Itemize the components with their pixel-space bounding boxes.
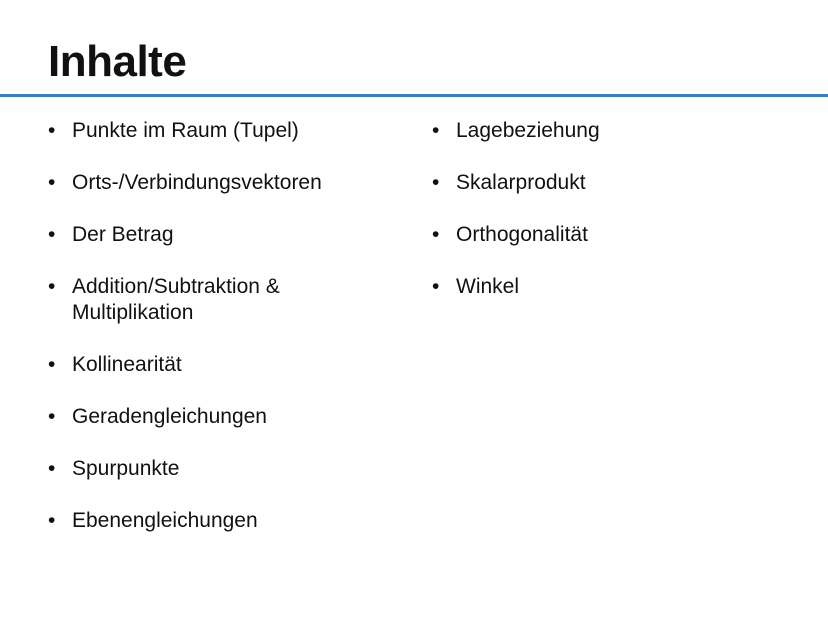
bullet-item: • Addition/Subtraktion & Multiplikation — [48, 274, 332, 326]
left-bullet-list — [48, 118, 408, 560]
bullet-item: • Orts-/Verbindungsvektoren — [48, 170, 408, 196]
bullet-item: • Winkel — [432, 274, 812, 300]
bullet-item: • Ebenengleichungen — [48, 508, 408, 534]
title-divider — [0, 94, 828, 97]
bullet-item: • Punkte im Raum (Tupel) — [48, 118, 408, 144]
bullet-item: • Der Betrag — [48, 222, 408, 248]
bullet-item: • Kollinearität — [48, 352, 408, 378]
bullet-item: • Spurpunkte — [48, 456, 408, 482]
bullet-item: • Lagebeziehung — [432, 118, 812, 144]
bullet-item: • Geradengleichungen — [48, 404, 408, 430]
slide-title: Inhalte — [48, 37, 187, 86]
bullet-item: • Orthogonalität — [432, 222, 812, 248]
bullet-item: • Skalarprodukt — [432, 170, 812, 196]
right-bullet-list — [432, 118, 812, 326]
